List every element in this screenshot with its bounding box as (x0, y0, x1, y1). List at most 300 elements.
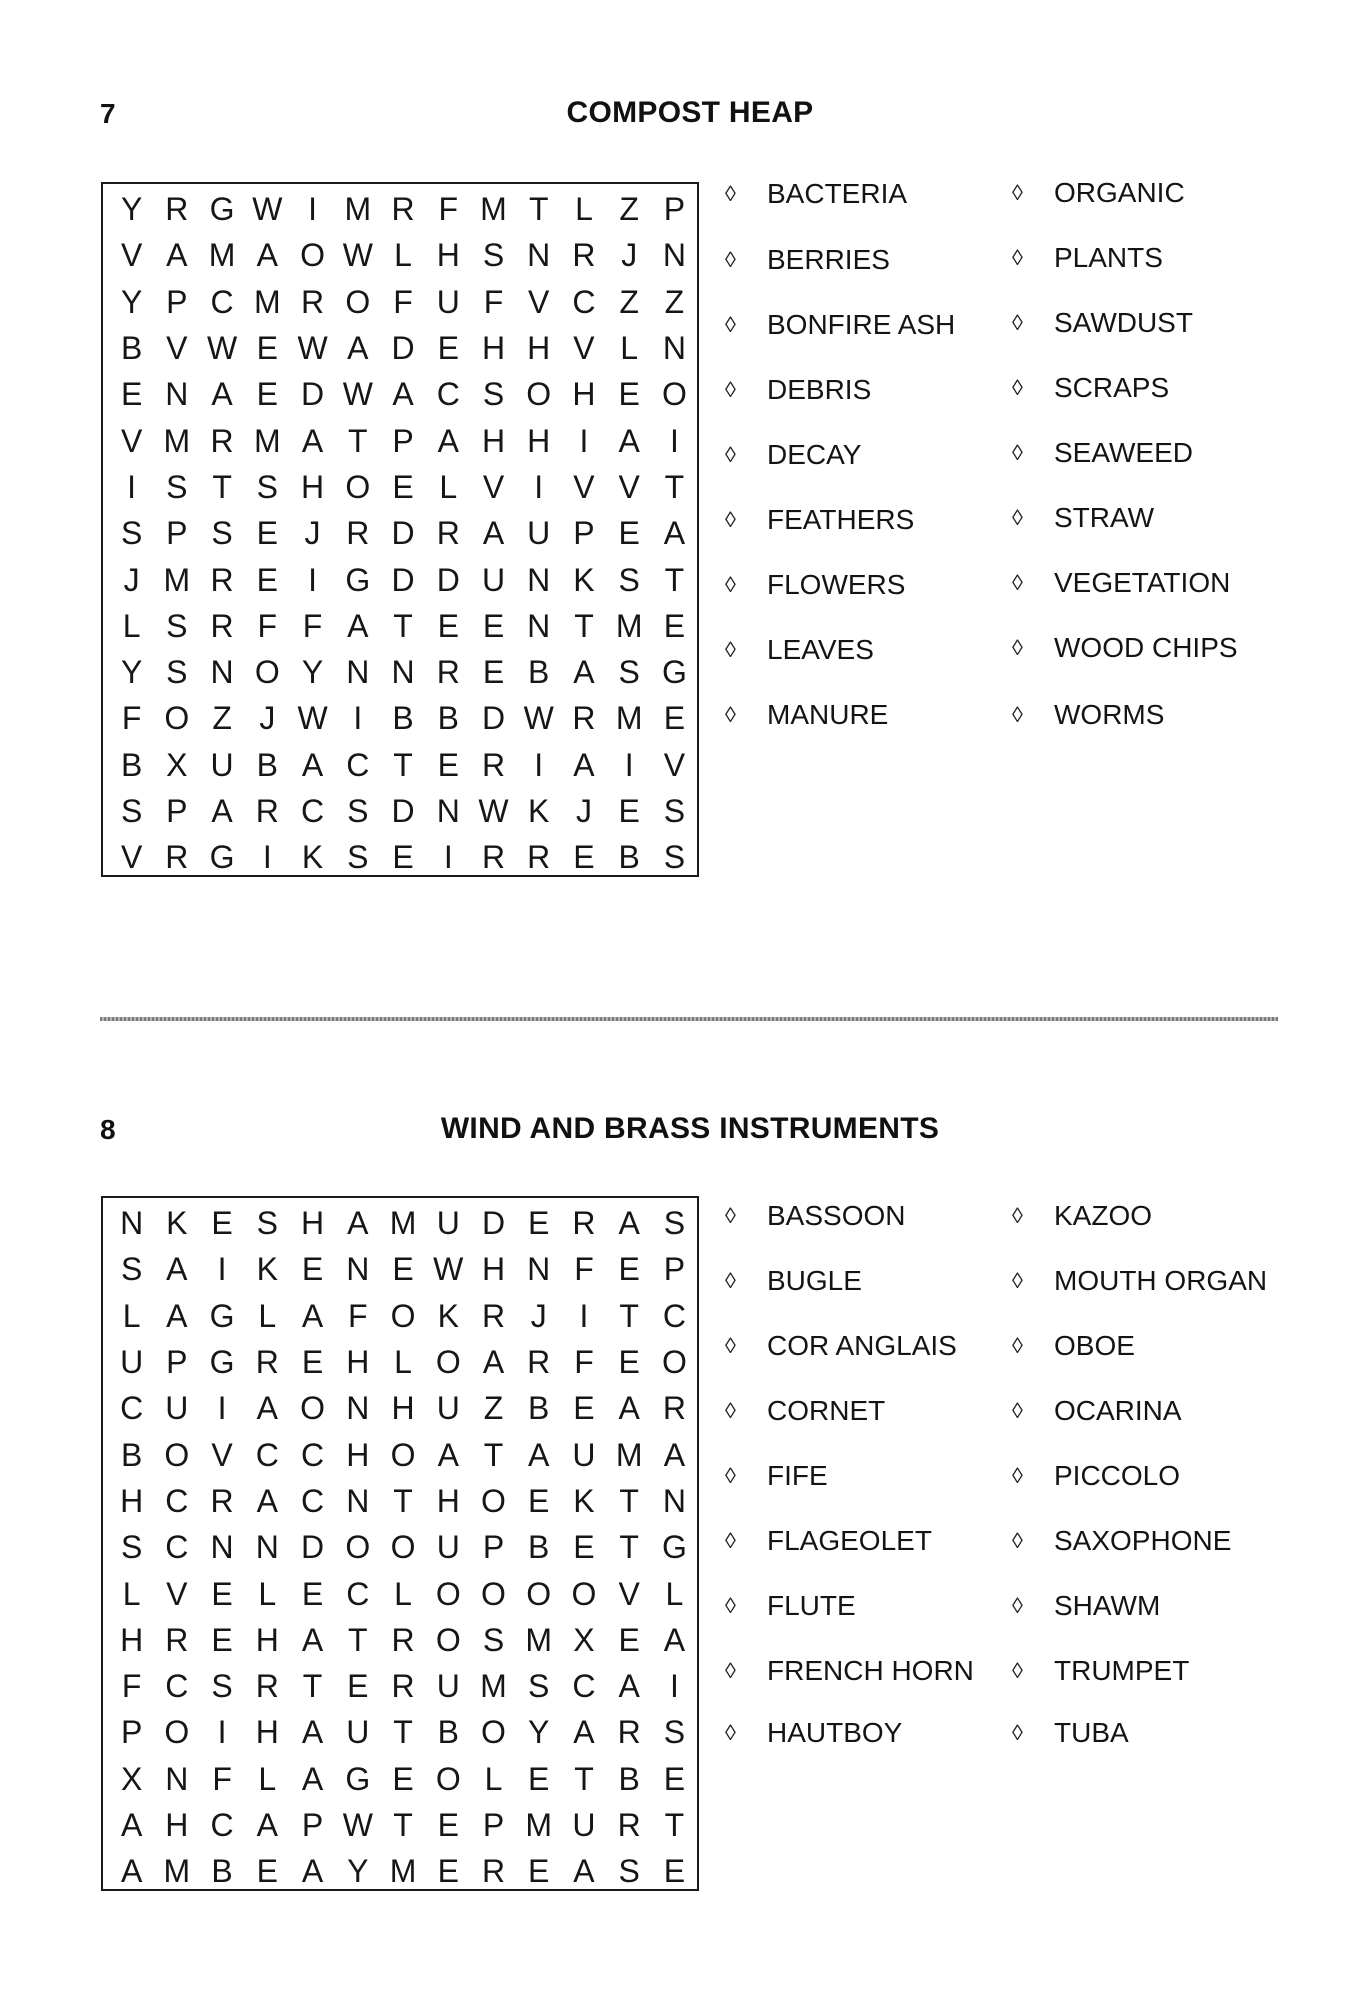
grid-cell[interactable]: H (255, 1714, 279, 1751)
grid-cell[interactable]: R (391, 191, 415, 228)
grid-cell[interactable]: A (482, 515, 505, 552)
grid-cell[interactable]: O (345, 283, 371, 320)
grid-cell[interactable]: I (534, 746, 544, 783)
grid-cell[interactable]: W (342, 1807, 373, 1843)
grid-cell[interactable]: C (572, 1668, 596, 1705)
grid-cell[interactable]: A (301, 746, 324, 783)
grid-cell[interactable]: L (665, 1575, 684, 1612)
grid-cell[interactable]: I (308, 191, 317, 228)
grid-cell[interactable]: O (661, 1344, 687, 1381)
grid-cell[interactable]: R (481, 1297, 506, 1334)
grid-cell[interactable]: F (574, 1251, 594, 1288)
grid-cell[interactable]: A (392, 376, 414, 413)
grid-cell[interactable]: T (393, 1807, 413, 1843)
grid-cell[interactable]: A (663, 1621, 686, 1658)
grid-cell[interactable]: L (122, 607, 141, 644)
grid-cell[interactable]: V (211, 1436, 233, 1473)
grid-cell[interactable]: L (575, 191, 593, 228)
grid-cell[interactable]: S (120, 515, 143, 552)
grid-cell[interactable]: E (256, 1853, 278, 1890)
grid-cell[interactable]: D (391, 515, 415, 552)
grid-cell[interactable]: S (120, 1251, 143, 1288)
grid-cell[interactable]: O (661, 376, 687, 413)
grid-cell[interactable]: E (301, 1575, 324, 1612)
grid-cell[interactable]: Z (483, 1390, 504, 1427)
grid-cell[interactable]: I (624, 746, 634, 783)
grid-cell[interactable]: T (619, 1482, 639, 1519)
grid-cell[interactable]: I (217, 1251, 227, 1288)
grid-cell[interactable]: M (525, 1807, 553, 1843)
grid-cell[interactable]: O (435, 1760, 461, 1797)
grid-cell[interactable]: V (166, 330, 188, 367)
grid-cell[interactable]: H (481, 1251, 506, 1288)
grid-cell[interactable]: P (120, 1714, 143, 1751)
grid-cell[interactable]: M (253, 283, 281, 320)
grid-cell[interactable]: A (618, 1668, 640, 1705)
grid-cell[interactable]: S (211, 515, 233, 552)
grid-cell[interactable]: A (256, 1482, 278, 1519)
grid-cell[interactable]: D (301, 1529, 325, 1566)
grid-cell[interactable]: I (534, 468, 544, 505)
grid-cell[interactable]: U (572, 1807, 596, 1843)
grid-cell[interactable]: T (619, 1529, 639, 1566)
grid-cell[interactable]: C (346, 746, 370, 783)
grid-cell[interactable]: F (212, 1760, 232, 1797)
grid-cell[interactable]: P (166, 1344, 188, 1381)
grid-cell[interactable]: S (618, 561, 640, 598)
grid-cell[interactable]: B (437, 700, 459, 737)
grid-cell[interactable]: W (342, 376, 373, 413)
grid-cell[interactable]: X (573, 1621, 595, 1658)
grid-cell[interactable]: X (166, 746, 188, 783)
grid-cell[interactable]: T (348, 422, 368, 459)
grid-cell[interactable]: Y (347, 1853, 369, 1890)
grid-cell[interactable]: S (166, 607, 188, 644)
grid-cell[interactable]: J (575, 793, 592, 829)
grid-cell[interactable]: U (436, 1529, 460, 1566)
grid-cell[interactable]: C (120, 1390, 144, 1427)
grid-cell[interactable]: S (482, 237, 505, 274)
grid-cell[interactable]: E (482, 607, 505, 644)
grid-cell[interactable]: O (345, 468, 371, 505)
grid-cell[interactable]: L (394, 1344, 412, 1381)
grid-cell[interactable]: S (120, 793, 143, 829)
grid-cell[interactable]: E (437, 1807, 459, 1843)
grid-cell[interactable]: O (300, 1390, 325, 1427)
grid-cell[interactable]: F (121, 1668, 142, 1705)
grid-cell[interactable]: R (165, 1621, 189, 1658)
grid-cell[interactable]: S (166, 654, 188, 691)
grid-cell[interactable]: G (345, 561, 371, 598)
grid-cell[interactable]: F (393, 283, 413, 320)
grid-cell[interactable]: F (483, 283, 504, 320)
grid-cell[interactable]: L (122, 1575, 141, 1612)
grid-cell[interactable]: N (210, 654, 234, 691)
grid-cell[interactable]: B (211, 1853, 233, 1890)
grid-cell[interactable]: R (436, 515, 460, 552)
grid-cell[interactable]: H (346, 1436, 370, 1473)
grid-cell[interactable]: V (618, 468, 640, 505)
grid-cell[interactable]: S (256, 468, 278, 505)
grid-cell[interactable]: M (480, 1668, 507, 1705)
grid-cell[interactable]: C (210, 283, 234, 320)
grid-cell[interactable]: U (481, 561, 506, 598)
grid-cell[interactable]: A (211, 376, 233, 413)
grid-cell[interactable]: C (301, 793, 325, 829)
grid-cell[interactable]: R (210, 561, 234, 598)
grid-cell[interactable]: G (661, 654, 687, 691)
grid-cell[interactable]: W (523, 700, 554, 737)
grid-cell[interactable]: R (572, 237, 596, 274)
grid-cell[interactable]: N (436, 793, 460, 829)
grid-cell[interactable]: B (437, 1714, 459, 1751)
grid-cell[interactable]: N (527, 607, 551, 644)
grid-cell[interactable]: E (211, 1621, 233, 1658)
grid-cell[interactable]: A (211, 793, 233, 829)
grid-cell[interactable]: I (669, 422, 679, 459)
grid-cell[interactable]: T (664, 1807, 685, 1843)
grid-cell[interactable]: E (528, 1853, 550, 1890)
grid-cell[interactable]: T (393, 1482, 413, 1519)
grid-cell[interactable]: W (297, 330, 328, 367)
grid-cell[interactable]: K (301, 839, 324, 876)
grid-cell[interactable]: W (297, 700, 328, 737)
grid-cell[interactable]: E (437, 746, 459, 783)
grid-cell[interactable]: Y (120, 654, 143, 691)
grid-cell[interactable]: G (209, 191, 235, 228)
grid-cell[interactable]: T (212, 468, 232, 505)
grid-cell[interactable]: A (437, 422, 459, 459)
grid-cell[interactable]: E (392, 468, 414, 505)
grid-cell[interactable]: V (120, 839, 143, 876)
grid-cell[interactable]: C (662, 1297, 686, 1334)
grid-cell[interactable]: Z (619, 191, 639, 228)
grid-cell[interactable]: L (122, 1297, 141, 1334)
grid-cell[interactable]: R (436, 654, 460, 691)
grid-cell[interactable]: H (436, 1482, 460, 1519)
grid-cell[interactable]: E (618, 793, 640, 829)
grid-cell[interactable]: B (618, 839, 640, 876)
grid-cell[interactable]: A (437, 1436, 459, 1473)
grid-cell[interactable]: U (210, 746, 234, 783)
grid-cell[interactable]: O (164, 1714, 190, 1751)
grid-cell[interactable]: S (663, 793, 686, 829)
grid-cell[interactable]: E (663, 1760, 686, 1797)
grid-cell[interactable]: O (481, 1714, 506, 1751)
grid-cell[interactable]: U (436, 283, 460, 320)
grid-cell[interactable]: H (120, 1482, 144, 1519)
grid-cell[interactable]: B (528, 654, 550, 691)
grid-cell[interactable]: M (525, 1621, 553, 1658)
grid-cell[interactable]: S (482, 1621, 505, 1658)
grid-cell[interactable]: N (662, 237, 686, 274)
grid-cell[interactable]: R (527, 1344, 551, 1381)
grid-cell[interactable]: E (618, 1621, 640, 1658)
grid-cell[interactable]: F (121, 700, 142, 737)
grid-cell[interactable]: N (346, 654, 370, 691)
grid-cell[interactable]: I (669, 1668, 679, 1705)
grid-cell[interactable]: D (436, 561, 460, 598)
grid-cell[interactable]: S (347, 839, 369, 876)
grid-cell[interactable]: B (120, 1436, 143, 1473)
grid-cell[interactable]: A (573, 1714, 595, 1751)
grid-cell[interactable]: V (120, 422, 143, 459)
grid-cell[interactable]: L (258, 1760, 277, 1797)
grid-cell[interactable]: K (573, 1482, 595, 1519)
grid-cell[interactable]: L (258, 1575, 277, 1612)
grid-cell[interactable]: O (571, 1575, 597, 1612)
grid-cell[interactable]: F (348, 1297, 368, 1334)
grid-cell[interactable]: T (348, 1621, 368, 1658)
grid-cell[interactable]: A (618, 422, 640, 459)
grid-cell[interactable]: C (210, 1807, 234, 1843)
grid-cell[interactable]: S (347, 793, 369, 829)
grid-cell[interactable]: D (481, 700, 506, 737)
grid-cell[interactable]: N (210, 1529, 234, 1566)
grid-cell[interactable]: W (342, 237, 373, 274)
grid-cell[interactable]: M (615, 1436, 643, 1473)
grid-cell[interactable]: R (662, 1390, 686, 1427)
grid-cell[interactable]: T (302, 1668, 323, 1705)
grid-cell[interactable]: E (301, 1344, 324, 1381)
grid-cell[interactable]: I (217, 1390, 227, 1427)
grid-cell[interactable]: P (301, 1807, 324, 1843)
grid-cell[interactable]: S (482, 376, 505, 413)
grid-cell[interactable]: A (301, 1297, 324, 1334)
grid-cell[interactable]: I (353, 700, 363, 737)
grid-cell[interactable]: V (573, 468, 595, 505)
grid-cell[interactable]: O (481, 1482, 506, 1519)
grid-cell[interactable]: A (528, 1436, 550, 1473)
grid-cell[interactable]: A (663, 515, 686, 552)
grid-cell[interactable]: R (617, 1807, 641, 1843)
grid-cell[interactable]: A (166, 237, 188, 274)
grid-cell[interactable]: S (211, 1668, 233, 1705)
grid-cell[interactable]: T (574, 607, 594, 644)
grid-cell[interactable]: E (256, 376, 278, 413)
grid-cell[interactable]: R (165, 191, 189, 228)
grid-cell[interactable]: A (663, 1436, 686, 1473)
grid-cell[interactable]: C (165, 1482, 189, 1519)
grid-cell[interactable]: B (528, 1529, 550, 1566)
grid-cell[interactable]: M (163, 422, 191, 459)
grid-cell[interactable]: N (346, 1251, 370, 1288)
grid-cell[interactable]: P (392, 422, 414, 459)
grid-cell[interactable]: E (437, 1853, 459, 1890)
grid-cell[interactable]: E (528, 1760, 550, 1797)
grid-cell[interactable]: E (256, 561, 278, 598)
grid-cell[interactable]: A (573, 654, 595, 691)
grid-cell[interactable]: N (255, 1529, 279, 1566)
grid-cell[interactable]: V (120, 237, 143, 274)
grid-cell[interactable]: J (259, 700, 276, 737)
grid-cell[interactable]: T (528, 191, 549, 228)
grid-cell[interactable]: U (436, 1390, 460, 1427)
grid-cell[interactable]: N (346, 1482, 370, 1519)
grid-cell[interactable]: O (164, 700, 190, 737)
grid-cell[interactable]: R (210, 607, 234, 644)
grid-cell[interactable]: N (346, 1390, 370, 1427)
grid-cell[interactable]: B (256, 746, 278, 783)
grid-cell[interactable]: P (166, 515, 188, 552)
grid-cell[interactable]: B (392, 700, 414, 737)
grid-cell[interactable]: H (301, 1205, 325, 1242)
grid-cell[interactable]: A (347, 330, 369, 367)
grid-cell[interactable]: T (619, 1297, 639, 1334)
grid-cell[interactable]: O (345, 1529, 371, 1566)
grid-cell[interactable]: N (662, 330, 686, 367)
grid-cell[interactable]: G (209, 839, 235, 876)
grid-cell[interactable]: M (389, 1205, 417, 1242)
grid-cell[interactable]: R (572, 700, 596, 737)
grid-cell[interactable]: C (436, 376, 460, 413)
grid-cell[interactable]: E (347, 1668, 369, 1705)
grid-cell[interactable]: R (346, 515, 370, 552)
grid-cell[interactable]: G (345, 1760, 371, 1797)
grid-cell[interactable]: W (206, 330, 238, 367)
grid-cell[interactable]: I (443, 839, 453, 876)
grid-cell[interactable]: X (120, 1760, 143, 1797)
grid-cell[interactable]: V (573, 330, 595, 367)
grid-cell[interactable]: F (302, 607, 323, 644)
grid-cell[interactable]: V (663, 746, 686, 783)
grid-cell[interactable]: P (482, 1807, 505, 1843)
grid-cell[interactable]: F (438, 191, 459, 228)
grid-cell[interactable]: R (391, 1621, 415, 1658)
grid-cell[interactable]: R (391, 1668, 415, 1705)
grid-cell[interactable]: A (256, 1807, 278, 1843)
grid-cell[interactable]: I (308, 561, 317, 598)
grid-cell[interactable]: O (526, 1575, 552, 1612)
grid-cell[interactable]: H (572, 376, 596, 413)
grid-cell[interactable]: N (165, 376, 189, 413)
grid-cell[interactable]: M (615, 700, 643, 737)
grid-cell[interactable]: C (165, 1668, 189, 1705)
grid-cell[interactable]: E (437, 607, 459, 644)
grid-cell[interactable]: A (166, 1297, 188, 1334)
grid-cell[interactable]: L (439, 468, 458, 505)
grid-cell[interactable]: S (166, 468, 188, 505)
grid-cell[interactable]: H (527, 422, 551, 459)
grid-cell[interactable]: H (346, 1344, 370, 1381)
grid-cell[interactable]: A (301, 1714, 324, 1751)
grid-cell[interactable]: H (481, 422, 506, 459)
grid-cell[interactable]: L (620, 330, 639, 367)
grid-cell[interactable]: S (663, 1205, 686, 1242)
grid-cell[interactable]: R (481, 839, 506, 876)
grid-cell[interactable]: E (120, 376, 143, 413)
grid-cell[interactable]: H (436, 237, 460, 274)
grid-cell[interactable]: D (481, 1205, 506, 1242)
grid-cell[interactable]: L (394, 237, 412, 274)
grid-cell[interactable]: D (301, 376, 325, 413)
grid-cell[interactable]: P (663, 191, 686, 228)
grid-cell[interactable]: E (663, 1853, 686, 1890)
grid-cell[interactable]: F (574, 1344, 594, 1381)
grid-cell[interactable]: N (662, 1482, 686, 1519)
grid-cell[interactable]: R (481, 746, 506, 783)
grid-cell[interactable]: E (528, 1205, 550, 1242)
grid-cell[interactable]: M (208, 237, 236, 274)
grid-cell[interactable]: P (166, 793, 188, 829)
grid-cell[interactable]: E (482, 654, 505, 691)
grid-cell[interactable]: E (392, 839, 414, 876)
grid-cell[interactable]: E (392, 1251, 414, 1288)
grid-cell[interactable]: P (166, 283, 188, 320)
grid-cell[interactable]: O (390, 1529, 416, 1566)
grid-cell[interactable]: E (301, 1251, 324, 1288)
grid-cell[interactable]: A (618, 1390, 640, 1427)
grid-cell[interactable]: S (528, 1668, 550, 1705)
grid-cell[interactable]: E (573, 1390, 595, 1427)
grid-cell[interactable]: E (663, 607, 686, 644)
grid-cell[interactable]: A (573, 1853, 595, 1890)
grid-cell[interactable]: E (573, 839, 595, 876)
grid-cell[interactable]: R (255, 1344, 279, 1381)
grid-cell[interactable]: V (166, 1575, 188, 1612)
grid-cell[interactable]: K (528, 793, 550, 829)
grid-cell[interactable]: E (618, 376, 640, 413)
grid-cell[interactable]: O (526, 376, 552, 413)
grid-cell[interactable]: A (301, 1621, 324, 1658)
grid-cell[interactable]: D (391, 561, 415, 598)
grid-cell[interactable]: A (166, 1251, 188, 1288)
grid-cell[interactable]: T (393, 607, 413, 644)
grid-cell[interactable]: Z (664, 283, 685, 320)
grid-cell[interactable]: T (393, 1714, 413, 1751)
grid-cell[interactable]: T (664, 468, 685, 505)
grid-cell[interactable]: B (618, 1760, 640, 1797)
grid-cell[interactable]: Y (120, 191, 143, 228)
grid-cell[interactable]: I (217, 1714, 227, 1751)
grid-cell[interactable]: S (663, 1714, 686, 1751)
grid-cell[interactable]: A (618, 1205, 640, 1242)
grid-cell[interactable]: E (256, 330, 278, 367)
grid-cell[interactable]: C (255, 1436, 279, 1473)
grid-cell[interactable]: T (664, 561, 685, 598)
grid-cell[interactable]: N (120, 1205, 144, 1242)
grid-cell[interactable]: P (482, 1529, 505, 1566)
grid-cell[interactable]: M (253, 422, 281, 459)
grid-cell[interactable]: H (120, 1621, 144, 1658)
grid-cell[interactable]: O (435, 1621, 461, 1658)
grid-cell[interactable]: L (394, 1575, 412, 1612)
grid-cell[interactable]: R (527, 839, 551, 876)
grid-cell[interactable]: E (211, 1575, 233, 1612)
grid-cell[interactable]: C (301, 1436, 325, 1473)
grid-cell[interactable]: M (163, 561, 191, 598)
grid-cell[interactable]: V (618, 1575, 640, 1612)
grid-cell[interactable]: O (435, 1575, 461, 1612)
grid-cell[interactable]: K (166, 1205, 188, 1242)
grid-cell[interactable]: C (346, 1575, 370, 1612)
grid-cell[interactable]: A (120, 1853, 143, 1890)
grid-cell[interactable]: J (304, 515, 321, 552)
grid-cell[interactable]: U (120, 1344, 144, 1381)
grid-cell[interactable]: I (579, 422, 589, 459)
grid-cell[interactable]: A (301, 422, 324, 459)
grid-cell[interactable]: F (257, 607, 278, 644)
grid-cell[interactable]: O (481, 1575, 506, 1612)
grid-cell[interactable]: E (573, 1529, 595, 1566)
grid-cell[interactable]: C (301, 1482, 325, 1519)
grid-cell[interactable]: O (164, 1436, 190, 1473)
grid-cell[interactable]: E (392, 1760, 414, 1797)
grid-cell[interactable]: E (618, 515, 640, 552)
grid-cell[interactable]: G (209, 1344, 235, 1381)
grid-cell[interactable]: R (165, 839, 189, 876)
grid-cell[interactable]: U (165, 1390, 189, 1427)
